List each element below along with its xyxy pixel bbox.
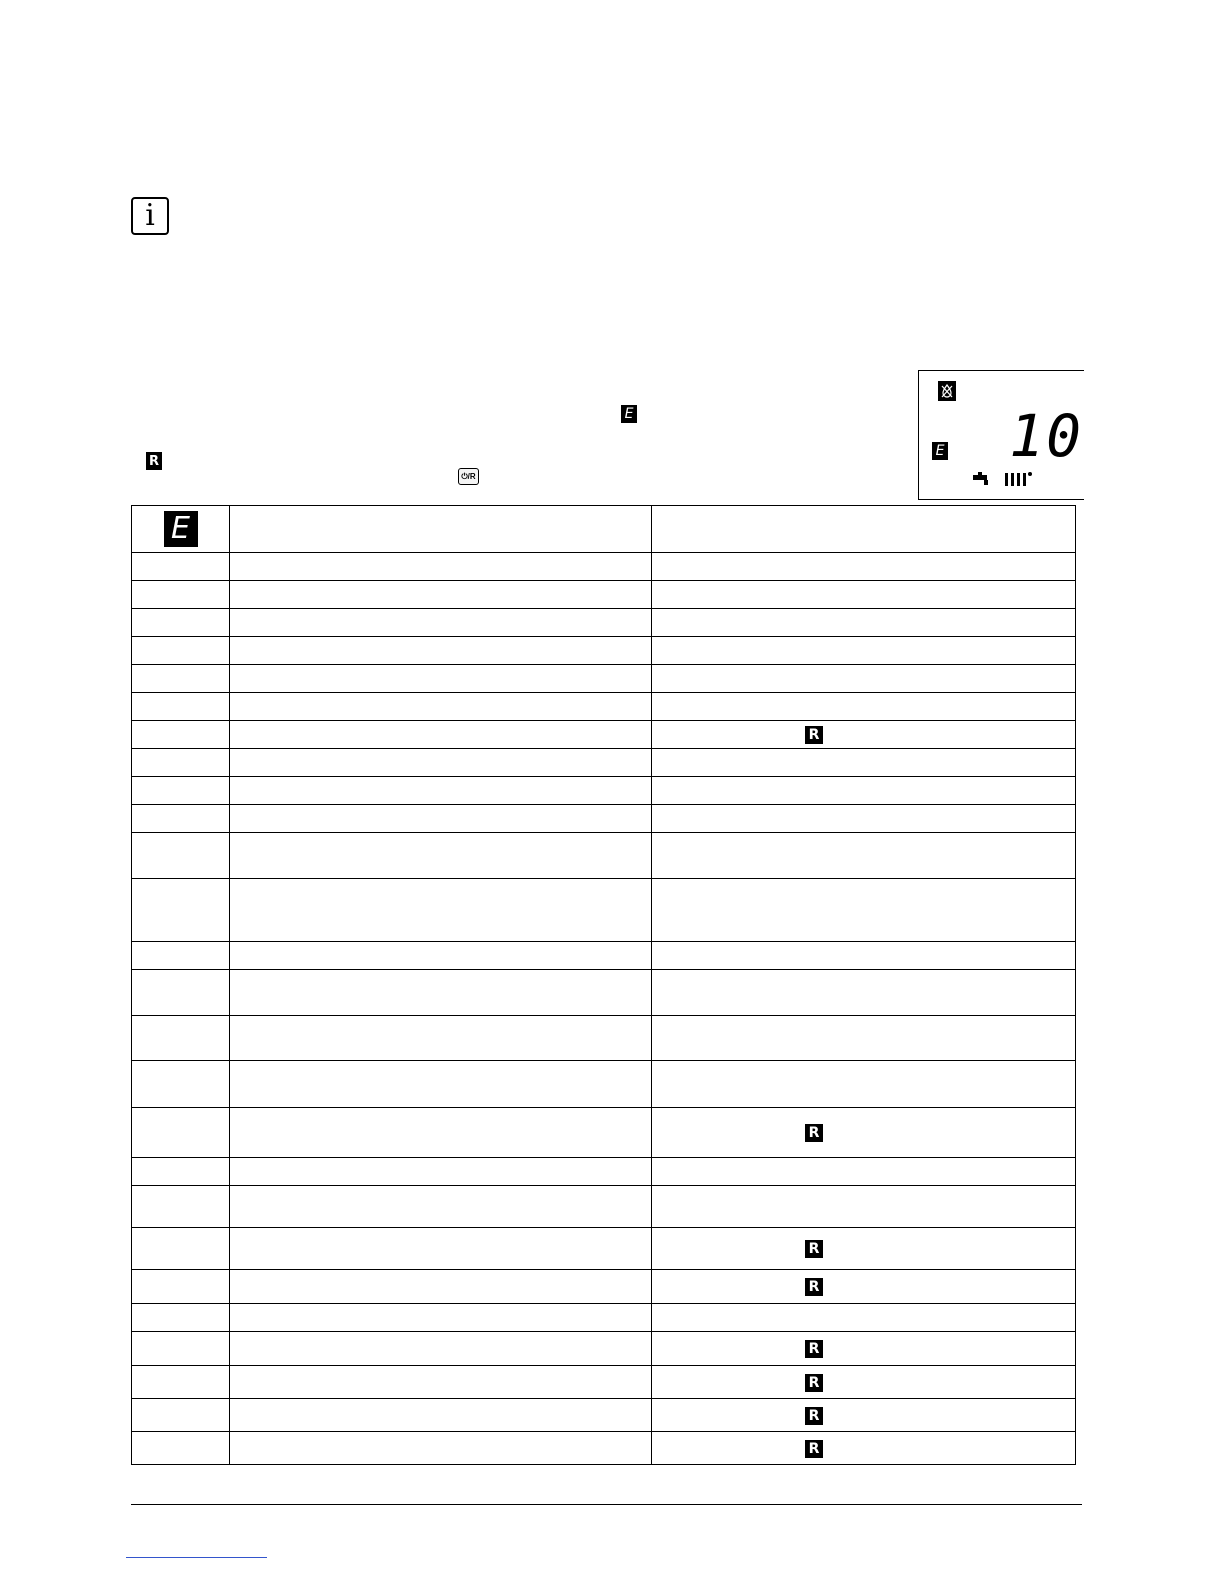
remedy-cell — [652, 1228, 1076, 1270]
table-row — [132, 581, 1076, 609]
remedy-cell — [652, 777, 1076, 805]
code-cell — [132, 721, 230, 749]
table-row — [132, 749, 1076, 777]
description-cell — [230, 1366, 652, 1399]
table-row — [132, 805, 1076, 833]
remedy-cell — [652, 1432, 1076, 1465]
description-cell — [230, 970, 652, 1016]
code-cell — [132, 833, 230, 879]
code-cell — [132, 1270, 230, 1304]
remedy-cell — [652, 1108, 1076, 1158]
table-row — [132, 665, 1076, 693]
code-cell — [132, 581, 230, 609]
table-row — [132, 1016, 1076, 1061]
remedy-cell — [652, 970, 1076, 1016]
remedy-cell — [652, 581, 1076, 609]
error-code-table — [131, 505, 1076, 1465]
code-cell — [132, 637, 230, 665]
table-row — [132, 942, 1076, 970]
remedy-cell — [652, 1016, 1076, 1061]
radiator-icon — [1004, 471, 1034, 487]
description-cell — [230, 833, 652, 879]
table-row — [132, 1108, 1076, 1158]
remedy-cell — [652, 879, 1076, 942]
display-error-glyph: E — [932, 442, 948, 460]
table-row — [132, 1399, 1076, 1432]
code-cell — [132, 970, 230, 1016]
description-cell — [230, 879, 652, 942]
description-cell — [230, 1186, 652, 1228]
remedy-cell — [652, 665, 1076, 693]
table-row — [132, 1228, 1076, 1270]
code-cell — [132, 1016, 230, 1061]
description-cell — [230, 693, 652, 721]
reset-glyph-icon: R — [805, 1440, 823, 1458]
header-cell-code — [132, 506, 230, 553]
reset-glyph-icon: R — [805, 1278, 823, 1296]
table-row — [132, 970, 1076, 1016]
table-row — [132, 1304, 1076, 1332]
remedy-cell — [652, 693, 1076, 721]
table-row — [132, 833, 1076, 879]
table-row — [132, 777, 1076, 805]
remedy-cell — [652, 942, 1076, 970]
description-cell — [230, 1016, 652, 1061]
code-cell — [132, 1332, 230, 1366]
table-row — [132, 1432, 1076, 1465]
code-cell — [132, 693, 230, 721]
description-cell — [230, 777, 652, 805]
table-row — [132, 1061, 1076, 1108]
description-cell — [230, 1332, 652, 1366]
reset-glyph-icon: R — [805, 1124, 823, 1142]
remedy-cell — [652, 1399, 1076, 1432]
description-cell — [230, 637, 652, 665]
code-cell — [132, 1366, 230, 1399]
description-cell — [230, 805, 652, 833]
remedy-cell — [652, 1304, 1076, 1332]
table-row — [132, 1366, 1076, 1399]
error-glyph-icon: E — [621, 405, 637, 423]
remedy-cell — [652, 1366, 1076, 1399]
remedy-cell — [652, 609, 1076, 637]
header-cell-remedy — [652, 506, 1076, 553]
code-cell — [132, 553, 230, 581]
reset-glyph-icon: R — [146, 452, 162, 470]
description-cell — [230, 665, 652, 693]
code-cell — [132, 1399, 230, 1432]
header-cell-description — [230, 506, 652, 553]
remedy-cell — [652, 1270, 1076, 1304]
description-cell — [230, 1432, 652, 1465]
error-glyph-icon: E — [164, 511, 198, 547]
code-cell — [132, 879, 230, 942]
description-cell — [230, 1158, 652, 1186]
boiler-display — [918, 370, 1084, 500]
description-cell — [230, 1304, 652, 1332]
table-row — [132, 1186, 1076, 1228]
description-cell — [230, 749, 652, 777]
reset-glyph-icon: R — [805, 1240, 823, 1258]
reset-glyph-icon: R — [805, 1407, 823, 1425]
table-row — [132, 1270, 1076, 1304]
code-cell — [132, 1061, 230, 1108]
table-row — [132, 553, 1076, 581]
table-row — [132, 1332, 1076, 1366]
tap-icon — [971, 471, 993, 487]
display-error-code: 10 — [1009, 402, 1083, 470]
description-cell — [230, 942, 652, 970]
reset-glyph-icon: R — [805, 726, 823, 744]
code-cell — [132, 1228, 230, 1270]
description-cell — [230, 1399, 652, 1432]
table-row — [132, 721, 1076, 749]
info-icon — [131, 197, 169, 235]
code-cell — [132, 777, 230, 805]
info-glyph: i — [145, 198, 155, 233]
description-cell — [230, 553, 652, 581]
remedy-cell — [652, 833, 1076, 879]
reset-glyph-icon: R — [805, 1340, 823, 1358]
table-row — [132, 693, 1076, 721]
table-row — [132, 609, 1076, 637]
flame-off-icon — [938, 381, 956, 401]
code-cell — [132, 942, 230, 970]
description-cell — [230, 609, 652, 637]
table-row — [132, 879, 1076, 942]
code-cell — [132, 665, 230, 693]
code-cell — [132, 609, 230, 637]
remedy-cell — [652, 553, 1076, 581]
reset-button-icon: ⏻/R — [458, 468, 479, 485]
remedy-cell — [652, 721, 1076, 749]
code-cell — [132, 1304, 230, 1332]
description-cell — [230, 721, 652, 749]
description-cell — [230, 1061, 652, 1108]
code-cell — [132, 805, 230, 833]
remedy-cell — [652, 1061, 1076, 1108]
remedy-cell — [652, 805, 1076, 833]
description-cell — [230, 1108, 652, 1158]
description-cell — [230, 581, 652, 609]
description-cell — [230, 1270, 652, 1304]
remedy-cell — [652, 1332, 1076, 1366]
code-cell — [132, 1158, 230, 1186]
description-cell — [230, 1228, 652, 1270]
code-cell — [132, 1108, 230, 1158]
code-cell — [132, 749, 230, 777]
footer-link-underline[interactable] — [126, 1557, 267, 1558]
footer-divider — [131, 1504, 1082, 1505]
code-cell — [132, 1186, 230, 1228]
table-header-row — [132, 506, 1076, 553]
remedy-cell — [652, 1158, 1076, 1186]
table-row — [132, 1158, 1076, 1186]
remedy-cell — [652, 749, 1076, 777]
reset-glyph-icon: R — [805, 1374, 823, 1392]
remedy-cell — [652, 1186, 1076, 1228]
table-row — [132, 637, 1076, 665]
remedy-cell — [652, 637, 1076, 665]
code-cell — [132, 1432, 230, 1465]
